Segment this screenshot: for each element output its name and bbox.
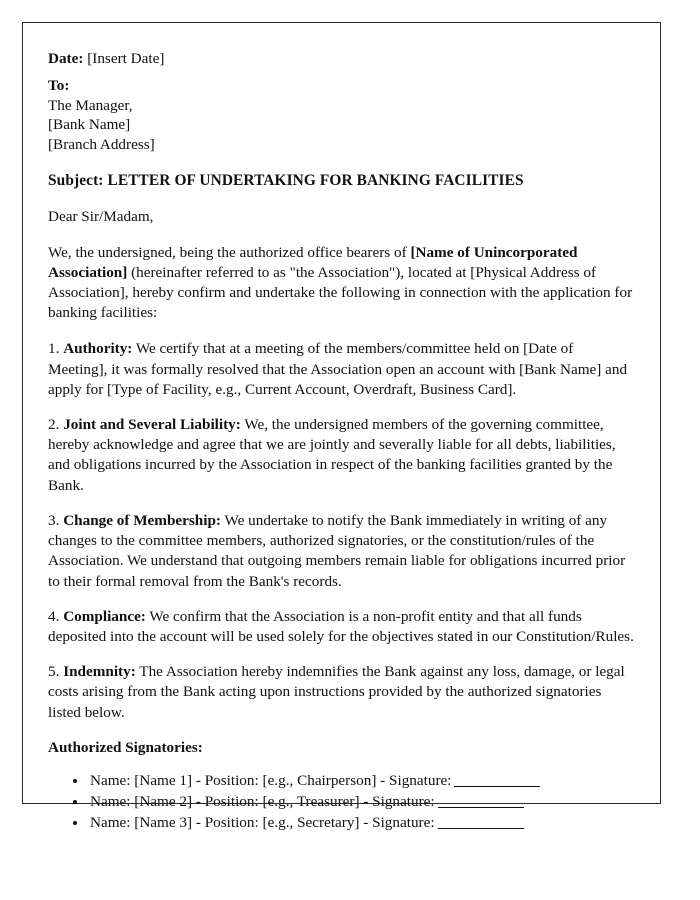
letter-header <box>48 49 634 155</box>
clause-number: 1. <box>48 340 60 358</box>
date-line <box>48 49 634 69</box>
document-page <box>22 22 661 831</box>
list-item <box>88 792 634 813</box>
to-label: To: <box>48 76 70 94</box>
clause-number: 3. <box>48 511 60 529</box>
clause-indemnity <box>48 662 634 723</box>
signatory-text: Name: [Name 1] - Position: [e.g., Chairperson] - Signature: <box>90 771 452 789</box>
intro-text-part2: (hereinafter referred to as "the Association"), located at [Physical Address of Association], hereby confirm and undertake the following in connection with the application for banking facilities: <box>48 263 633 322</box>
signatory-list <box>48 771 634 834</box>
intro-association-placeholder: [Name of Unincorporated Association] <box>48 243 578 281</box>
subject-line: Subject: LETTER OF UNDERTAKING FOR BANKING FACILITIES <box>48 171 524 189</box>
list-item <box>88 813 634 834</box>
clause-heading: Authority: <box>63 340 133 358</box>
signature-line <box>438 807 524 808</box>
clause-number: 2. <box>48 416 60 434</box>
clause-heading: Indemnity: <box>63 663 136 681</box>
list-item <box>88 771 634 792</box>
recipient-line-manager: The Manager, <box>48 96 133 114</box>
recipient-line-branch-address: [Branch Address] <box>48 136 155 153</box>
intro-text-part1: We, the undersigned, being the authorized office bearers of <box>48 243 411 261</box>
clause-joint-several-liability <box>48 415 634 496</box>
signature-line <box>438 828 524 829</box>
clause-compliance <box>48 607 634 647</box>
signatory-text: Name: [Name 3] - Position: [e.g., Secretary] - Signature: <box>90 813 435 831</box>
document-body <box>23 23 660 834</box>
clause-text: We, the undersigned members of the governing committee, hereby acknowledge and agree that we are jointly and severally liable for all debts, liabilities, and obligations incurred by the Association in respect of the banking facilities granted by the Bank. <box>48 416 616 494</box>
date-value: [Insert Date] <box>87 50 165 67</box>
clause-number: 5. <box>48 663 60 681</box>
clause-text: The Association hereby indemnifies the Bank against any loss, damage, or legal costs arising from the Bank acting upon instructions provided by the authorized signatories listed below. <box>48 663 625 721</box>
salutation: Dear Sir/Madam, <box>48 207 154 225</box>
clause-text: We certify that at a meeting of the members/committee held on [Date of Meeting], it was formally resolved that the Association open an account with [Bank Name] and apply for [Type of Facility, e.g., Current Account, Overdraft, Business Card]. <box>48 340 628 398</box>
recipient-line-bank-name: [Bank Name] <box>48 116 131 134</box>
authorized-signatories-heading: Authorized Signatories: <box>48 738 203 756</box>
clause-text: We undertake to notify the Bank immediately in writing of any changes to the committee members, authorized signatories, or the constitution/rules of the Association. We understand that outgoing members remain liable for obligations incurred prior to their formal removal from the Bank's records. <box>48 511 626 590</box>
clause-number: 4. <box>48 607 60 625</box>
clause-heading: Change of Membership: <box>63 511 221 529</box>
clause-heading: Compliance: <box>63 607 146 625</box>
clause-change-of-membership <box>48 511 634 592</box>
clause-authority <box>48 339 634 400</box>
clause-text: We confirm that the Association is a non-profit entity and that all funds deposited into the account will be used solely for the objectives stated in our Constitution/Rules. <box>48 607 634 646</box>
date-label: Date: <box>48 50 84 67</box>
header-gap <box>48 69 634 76</box>
clause-heading: Joint and Several Liability: <box>63 416 241 434</box>
signatory-text: Name: [Name 2] - Position: [e.g., Treasurer] - Signature: <box>90 792 435 810</box>
to-label-line <box>48 76 634 96</box>
signature-line <box>454 786 540 787</box>
intro-paragraph <box>48 243 634 324</box>
